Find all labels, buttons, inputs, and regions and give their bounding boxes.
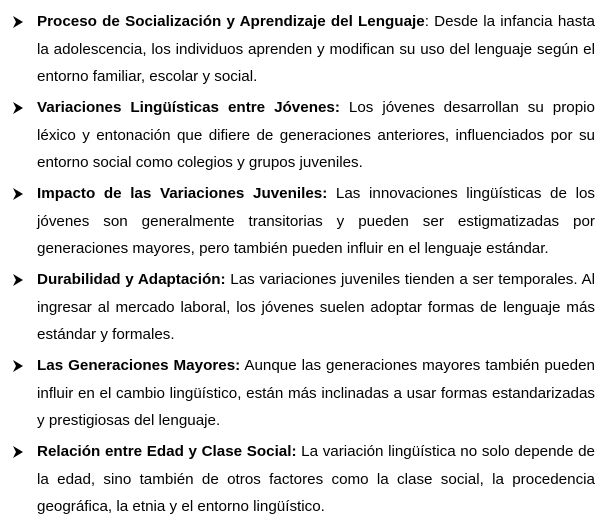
item-text: Las innovaciones lingüísticas de los jóvenes son generalmente transitorias y pueden ser estigmatizadas por generaciones mayores, pero también pueden influir en el lenguaje estándar. <box>37 185 595 258</box>
bullet-list <box>12 8 595 521</box>
arrowhead-bullet-icon <box>12 101 24 115</box>
list-item <box>12 8 595 91</box>
item-title: Variaciones Lingüísticas entre Jóvenes: <box>37 99 340 117</box>
list-item <box>12 180 595 263</box>
arrowhead-bullet-icon <box>12 15 24 29</box>
arrowhead-bullet-icon <box>12 187 24 201</box>
item-text: Las variaciones juveniles tienden a ser temporales. Al ingresar al mercado laboral, los jóvenes suelen adoptar formas de lenguaje más estándar y formales. <box>37 271 595 344</box>
item-title: Proceso de Socialización y Aprendizaje del Lenguaje <box>37 13 425 30</box>
arrowhead-bullet-icon <box>12 445 24 459</box>
arrowhead-bullet-icon <box>12 359 24 373</box>
arrowhead-bullet-icon <box>12 273 24 287</box>
list-item <box>12 438 595 521</box>
item-title: Impacto de las Variaciones Juveniles: <box>37 185 328 203</box>
item-separator: : <box>424 13 429 30</box>
item-title: Relación entre Edad y Clase Social: <box>37 443 297 461</box>
item-text: Desde la infancia hasta la adolescencia, los individuos aprenden y modifican su uso del lenguaje según el entorno familiar, escolar y social. <box>37 13 595 85</box>
list-item <box>12 94 595 177</box>
item-title: Durabilidad y Adaptación: <box>37 271 226 289</box>
item-text: La variación lingüística no solo depende de la edad, sino también de otros factores como la clase social, la procedencia geográfica, la etnia y el entorno lingüístico. <box>37 443 595 516</box>
item-title: Las Generaciones Mayores: <box>37 357 241 375</box>
list-item <box>12 266 595 349</box>
item-text: Los jóvenes desarrollan su propio léxico y entonación que difiere de generaciones anteriores, influenciados por su entorno social como colegios y grupos juveniles. <box>37 99 596 172</box>
list-item <box>12 352 595 435</box>
item-text: Aunque las generaciones mayores también pueden influir en el cambio lingüístico, están más inclinadas a usar formas estandarizadas y prestigiosas del lenguaje. <box>37 357 595 430</box>
